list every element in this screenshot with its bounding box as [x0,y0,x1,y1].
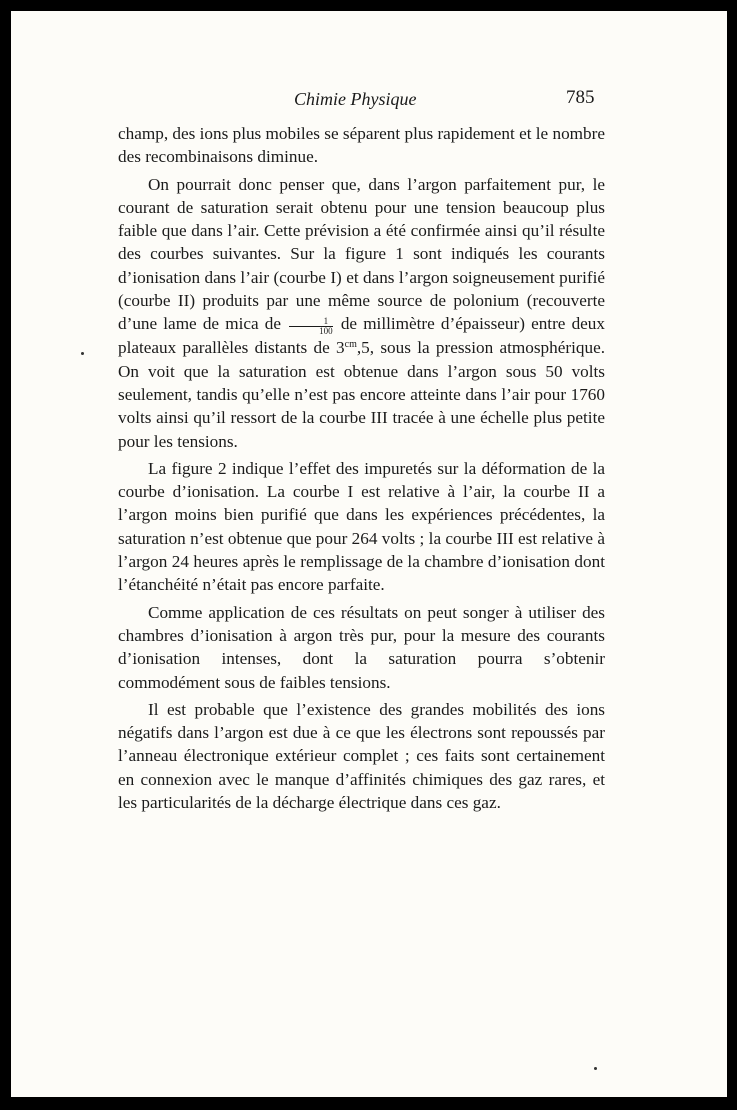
paragraph-4: Comme application de ces résultats on peut songer à utiliser des chambres d’ionisation à argon très pur, pour la mesure des courants d’ionisation intenses, dont la saturation pourra s’obtenir commodément sous de faibles tensions. [118,602,605,692]
paragraph-1: champ, des ions plus mobiles se séparent plus rapidement et le nombre des recombinaisons diminue. [118,124,605,167]
unit-superscript: cm [344,339,357,351]
paragraph-5: Il est probable que l’existence des grandes mobilités des ions négatifs dans l’argon est due à ce que les électrons sont repoussés par l’anneau électronique extérieur complet ; ces faits sont certainement en connexion avec le manque d’affinités chimiques des gaz rares, et les particularités de la décharge électrique dans ces gaz. [118,699,605,813]
margin-speck [594,1067,597,1070]
paragraph-2 [118,173,605,453]
body-text [118,122,605,818]
paragraph-2-part-2: de millimètre d’épaisseur) entre deux plateaux parallèles distants de 3 [118,314,605,358]
paragraph-2-part-3: ,5, sous la pression atmosphérique. On voit que la saturation est obtenue dans l’argon sous 50 volts seulement, tandis qu’elle n’est pas encore atteinte dans l’air pour 1760 volts ainsi qu’il ressort de la courbe III tracée à une échelle plus petite pour les tensions. [118,338,605,451]
fraction-numerator: 1 [289,317,333,327]
margin-speck [81,352,84,355]
page-number: 785 [566,87,595,108]
paragraph-2-part-1: On pourrait donc penser que, dans l’argon parfaitement pur, le courant de saturation serait obtenu pour une tension beaucoup plus faible que dans l’air. Cette prévision a été confirmée ainsi qu’il résulte des courbes suivantes. Sur la figure 1 sont indiqués les courants d’ionisation dans l’air (courbe I) et dans l’argon soigneusement purifié (courbe II) produits par une même source de polonium (recouverte d’une lame de mica de [118,174,605,334]
fraction-denominator: 100 [319,326,333,337]
paragraph-3: La figure 2 indique l’effet des impuretés sur la déformation de la courbe d’ionisation. La courbe I est relative à l’air, la courbe II a l’argon moins bien purifié que dans les expériences précédentes, la saturation n’est obtenue que pour 264 volts ; la courbe III est relative à l’argon 24 heures après le remplissage de la chambre d’ionisation dont l’étanchéité n’était pas encore parfaite. [118,458,605,595]
running-title: Chimie Physique [294,89,417,109]
page [11,11,727,1097]
page-header [11,89,727,119]
fraction [289,317,333,336]
